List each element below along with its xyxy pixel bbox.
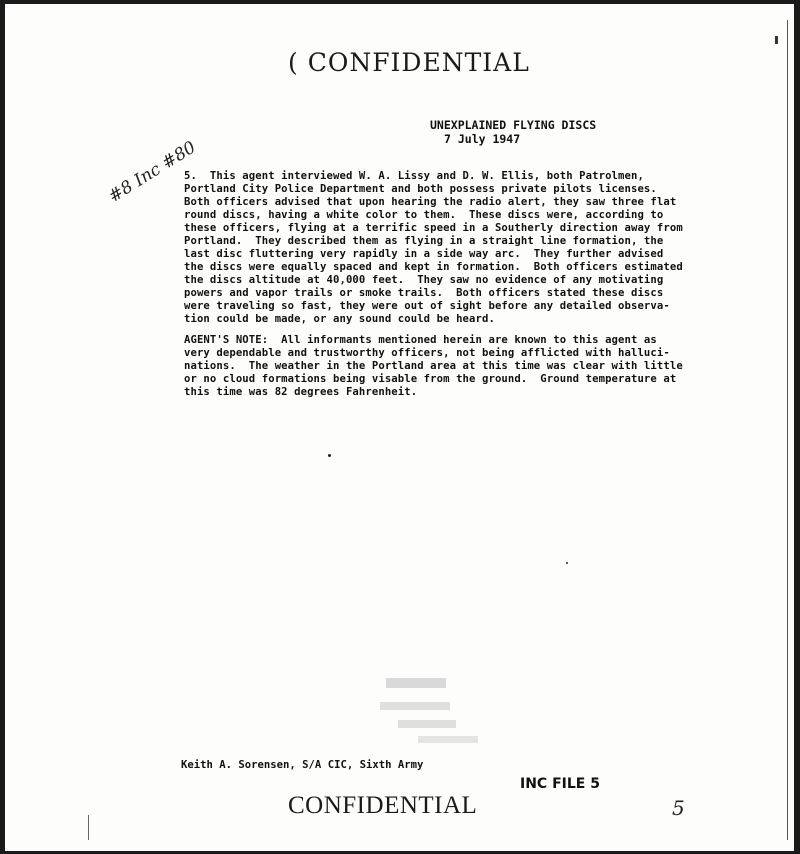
faded-stamp-graphic — [378, 672, 488, 752]
paragraph-line: round discs, having a white color to them. These discs were, according to — [184, 209, 664, 221]
scan-border-top — [0, 0, 800, 4]
paragraph-line: Portland City Police Department and both possess private pilots licenses. — [184, 183, 657, 195]
handwritten-corner-mark: 5 — [672, 796, 685, 820]
page-margin-mark — [88, 815, 89, 840]
note-line: or no cloud formations being visable from the ground. Ground temperature at — [184, 373, 677, 385]
note-line: nations. The weather in the Portland area at this time was clear with little — [184, 360, 683, 372]
faded-stamp — [378, 672, 488, 752]
scan-speck — [566, 562, 568, 564]
page-fold-line — [787, 20, 788, 840]
signature-line: Keith A. Sorensen, S/A CIC, Sixth Army — [181, 759, 424, 771]
paragraph-line: these officers, flying at a terrific speed in a Southerly direction away from — [184, 222, 683, 234]
paragraph-line: last disc fluttering very rapidly in a side way arc. They further advised — [184, 248, 664, 260]
note-line: very dependable and trustworthy officers, not being afflicted with halluci- — [184, 347, 670, 359]
note-line: AGENT'S NOTE: All informants mentioned herein are known to this agent as — [184, 334, 657, 346]
paragraph-line: 5. This agent interviewed W. A. Lissy and D. W. Ellis, both Patrolmen, — [184, 170, 644, 182]
classification-header: ( CONFIDENTIAL — [288, 48, 530, 77]
agents-note — [184, 334, 704, 399]
paragraph-line: tion could be made, or any sound could be heard. — [184, 313, 495, 325]
scan-speck — [328, 454, 331, 457]
paragraph-line: powers and vapor trails or smoke trails. Both officers stated these discs — [184, 287, 664, 299]
scan-border-left — [0, 0, 5, 854]
document-subject: UNEXPLAINED FLYING DISCS — [430, 118, 597, 132]
note-line: this time was 82 degrees Fahrenheit. — [184, 386, 418, 398]
scan-border-right — [794, 0, 800, 854]
scan-tick-mark — [775, 36, 778, 44]
handwritten-annotation: #8 Inc #80 — [105, 137, 200, 207]
paragraph-line: Portland. They described them as flying in a straight line formation, the — [184, 235, 664, 247]
document-date: 7 July 1947 — [444, 132, 521, 146]
paragraph-5 — [184, 170, 704, 326]
file-stamp: INC FILE 5 — [520, 776, 600, 792]
classification-footer: CONFIDENTIAL — [288, 792, 478, 819]
paragraph-line: were traveling so fast, they were out of sight before any detailed observa- — [184, 300, 670, 312]
paragraph-line: the discs altitude at 40,000 feet. They saw no evidence of any motivating — [184, 274, 664, 286]
paragraph-line: the discs were equally spaced and kept in formation. Both officers estimated — [184, 261, 683, 273]
paragraph-line: Both officers advised that upon hearing the radio alert, they saw three flat — [184, 196, 677, 208]
